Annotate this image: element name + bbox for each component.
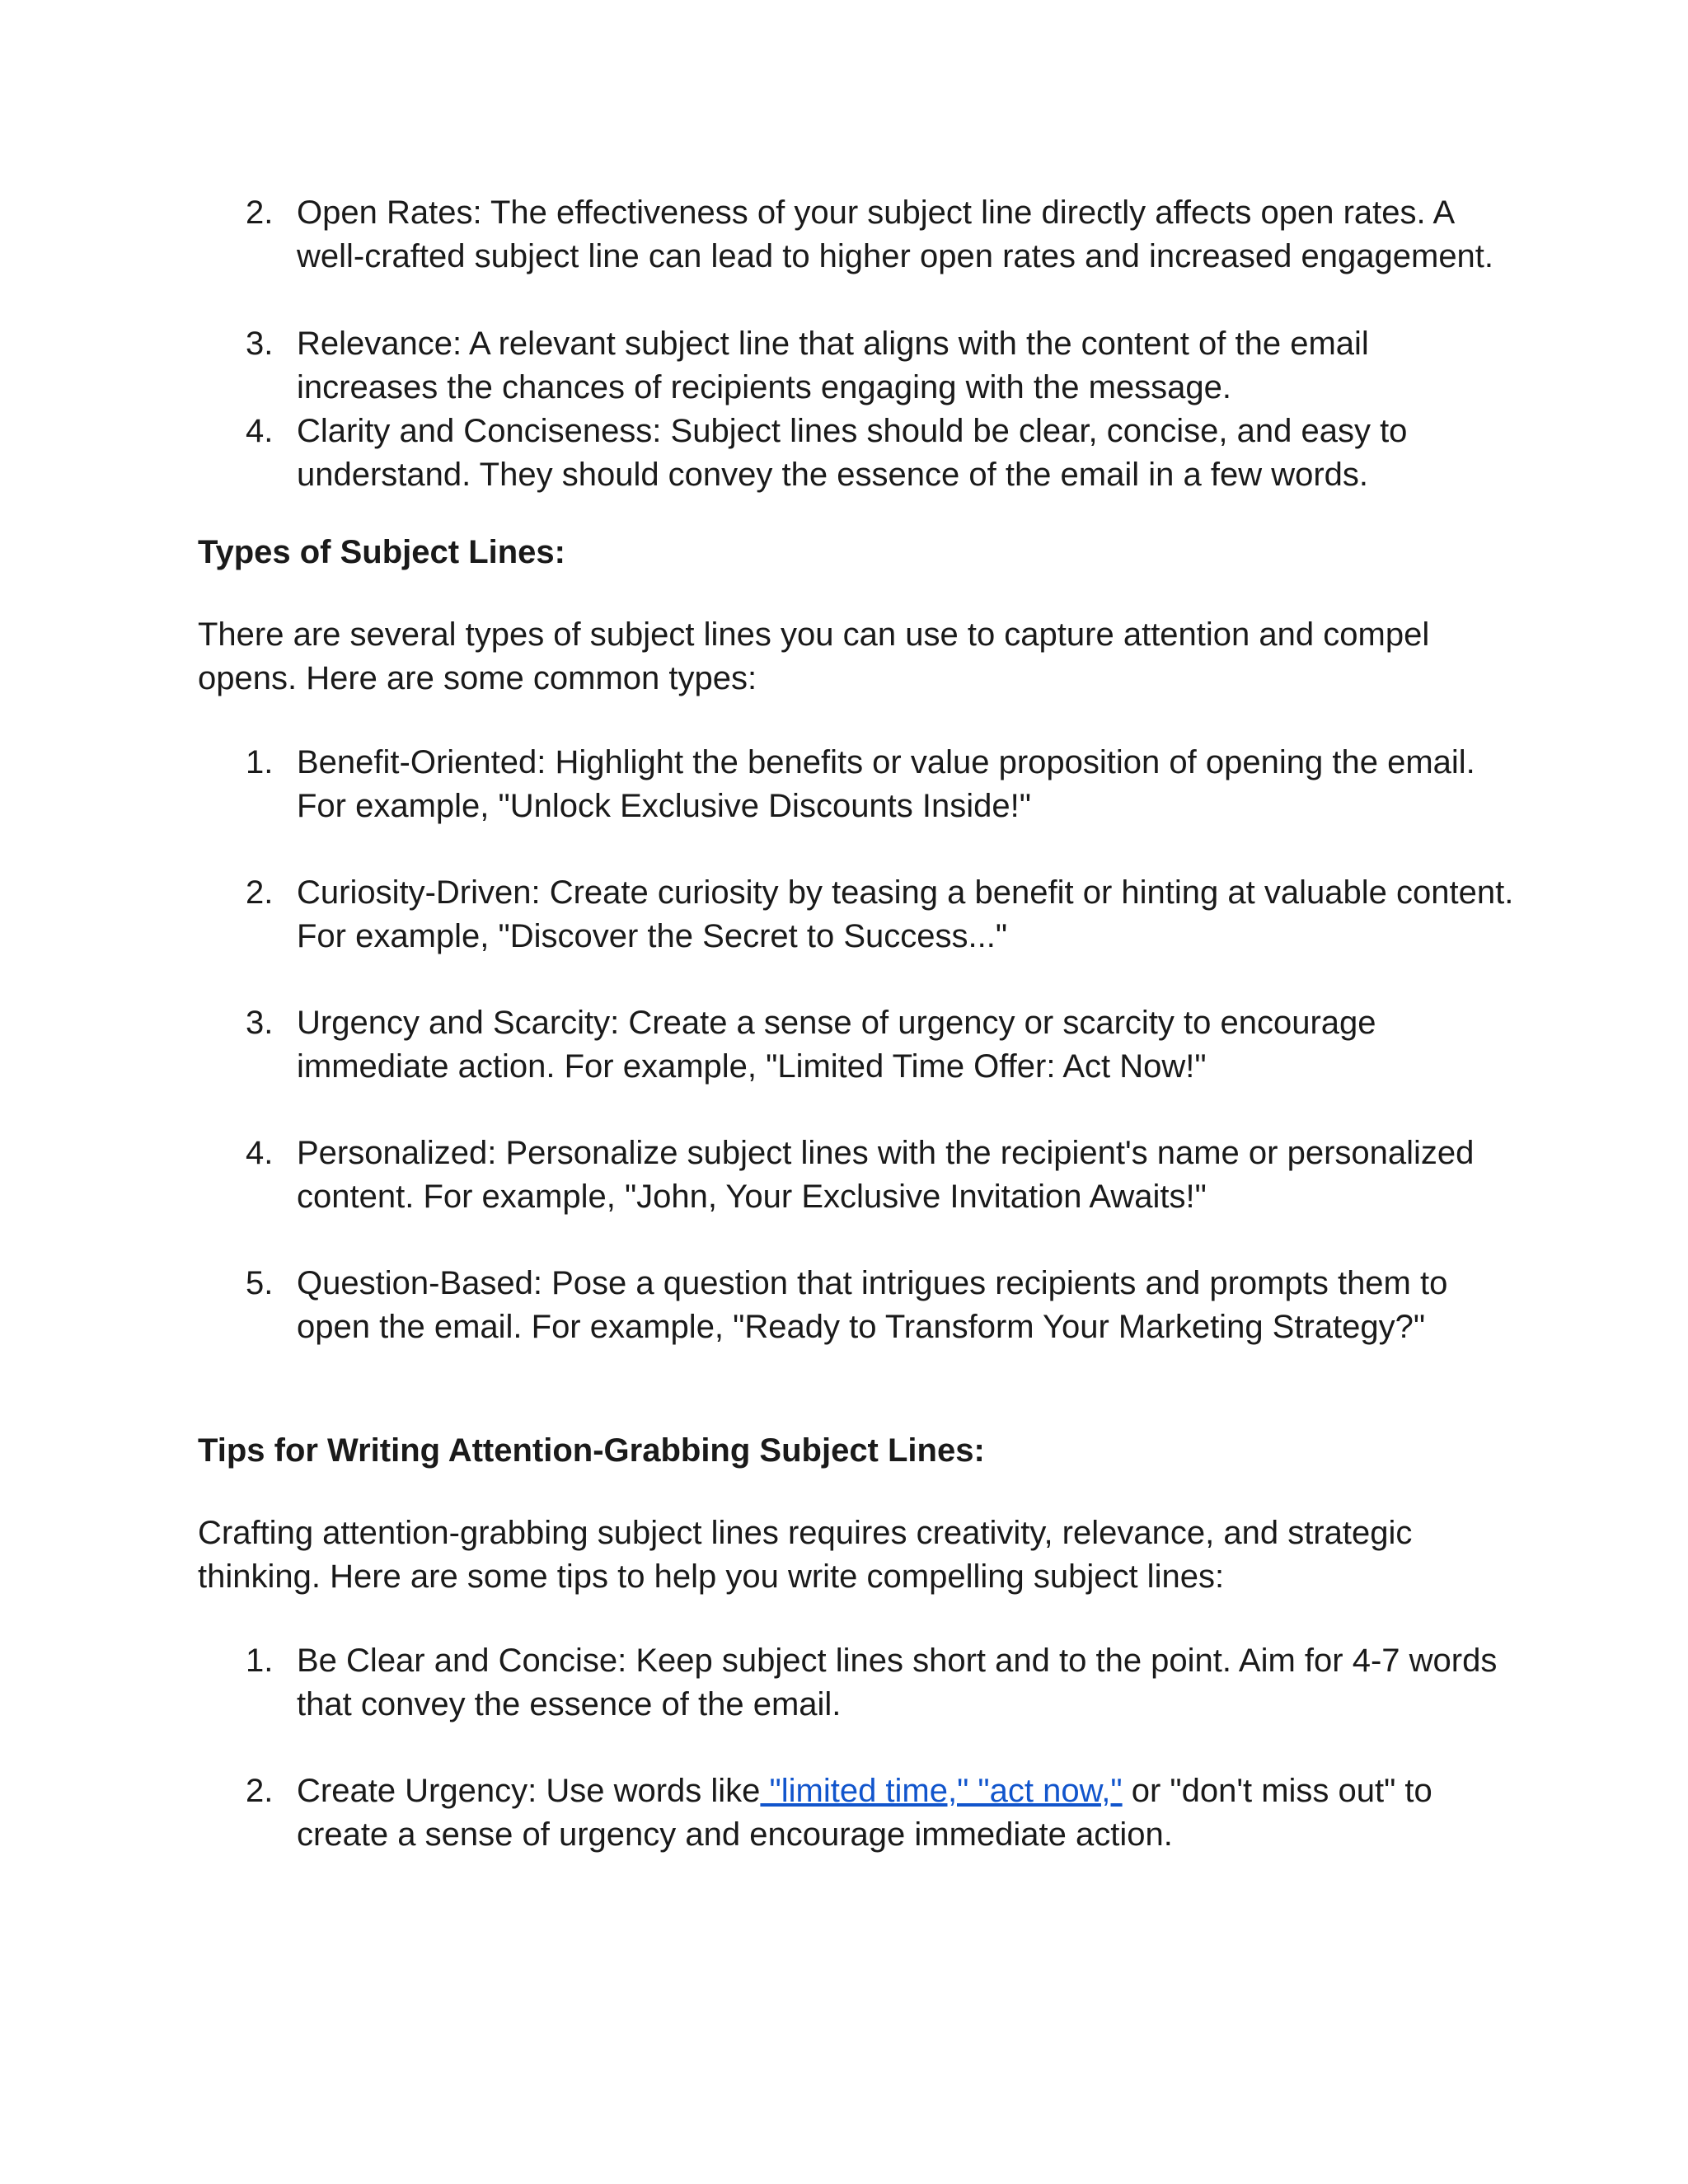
list-number: 1. (246, 1643, 274, 1679)
list-item-text: Relevance: A relevant subject line that aligns with the content of the email increases the chances of recipients engaging with the message. (297, 326, 1369, 405)
list-item (198, 1262, 1517, 1349)
list-number: 2. (246, 194, 274, 231)
list-number: 1. (246, 744, 274, 780)
list-item (198, 1132, 1517, 1219)
list-item-text-after: or "don't miss out" to create a sense of urgency and encourage immediate action. (297, 1773, 1432, 1853)
list-item-text: Urgency and Scarcity: Create a sense of urgency or scarcity to encourage immediate action. For example, "Limited Time Offer: Act Now!" (297, 1005, 1376, 1085)
urgency-words-link[interactable]: "limited time," "act now," (760, 1773, 1123, 1809)
list-item-text: Open Rates: The effectiveness of your subject line directly affects open rates. A well-crafted subject line can lead to higher open rates and increased engagement. (297, 194, 1494, 274)
list-number: 4. (246, 413, 274, 449)
list-number: 5. (246, 1265, 274, 1301)
list-item-text: Curiosity-Driven: Create curiosity by teasing a benefit or hinting at valuable content. For example, "Discover the Secret to Success..." (297, 874, 1514, 954)
list-item-text: Personalized: Personalize subject lines with the recipient's name or personalized content. For example, "John, Your Exclusive Invitation Awaits!" (297, 1135, 1475, 1215)
types-heading: Types of Subject Lines: (198, 534, 565, 570)
list-item (198, 322, 1517, 410)
list-item (198, 191, 1517, 279)
benefits-list (198, 191, 1517, 497)
list-number: 3. (246, 326, 274, 362)
list-number: 4. (246, 1135, 274, 1171)
list-item-text: Question-Based: Pose a question that intrigues recipients and prompts them to open the email. For example, "Ready to Transform Your Marketing Strategy?" (297, 1265, 1448, 1345)
list-number: 2. (246, 1773, 274, 1809)
list-item-text: Benefit-Oriented: Highlight the benefits or value proposition of opening the email. For example, "Unlock Exclusive Discounts Inside!" (297, 744, 1475, 824)
list-number: 3. (246, 1005, 274, 1041)
list-item (198, 741, 1517, 828)
types-list (198, 741, 1517, 1349)
types-intro: There are several types of subject lines you can use to capture attention and compel opens. Here are some common types: (198, 616, 1430, 696)
list-item-text: Be Clear and Concise: Keep subject lines short and to the point. Aim for 4-7 words that convey the essence of the email. (297, 1643, 1498, 1722)
list-item (198, 871, 1517, 958)
list-item (198, 410, 1517, 497)
tips-intro: Crafting attention-grabbing subject lines requires creativity, relevance, and strategic thinking. Here are some tips to help you write compelling subject lines: (198, 1515, 1413, 1595)
list-item-text: Clarity and Conciseness: Subject lines should be clear, concise, and easy to understand. They should convey the essence of the email in a few words. (297, 413, 1408, 493)
list-number: 2. (246, 874, 274, 911)
tips-heading: Tips for Writing Attention-Grabbing Subject Lines: (198, 1432, 985, 1469)
document-page (198, 191, 1517, 1857)
list-item (198, 1001, 1517, 1089)
tips-list (198, 1639, 1517, 1857)
list-item-text-before: Create Urgency: Use words like (297, 1773, 761, 1809)
list-item (198, 1769, 1517, 1857)
list-item (198, 1639, 1517, 1727)
